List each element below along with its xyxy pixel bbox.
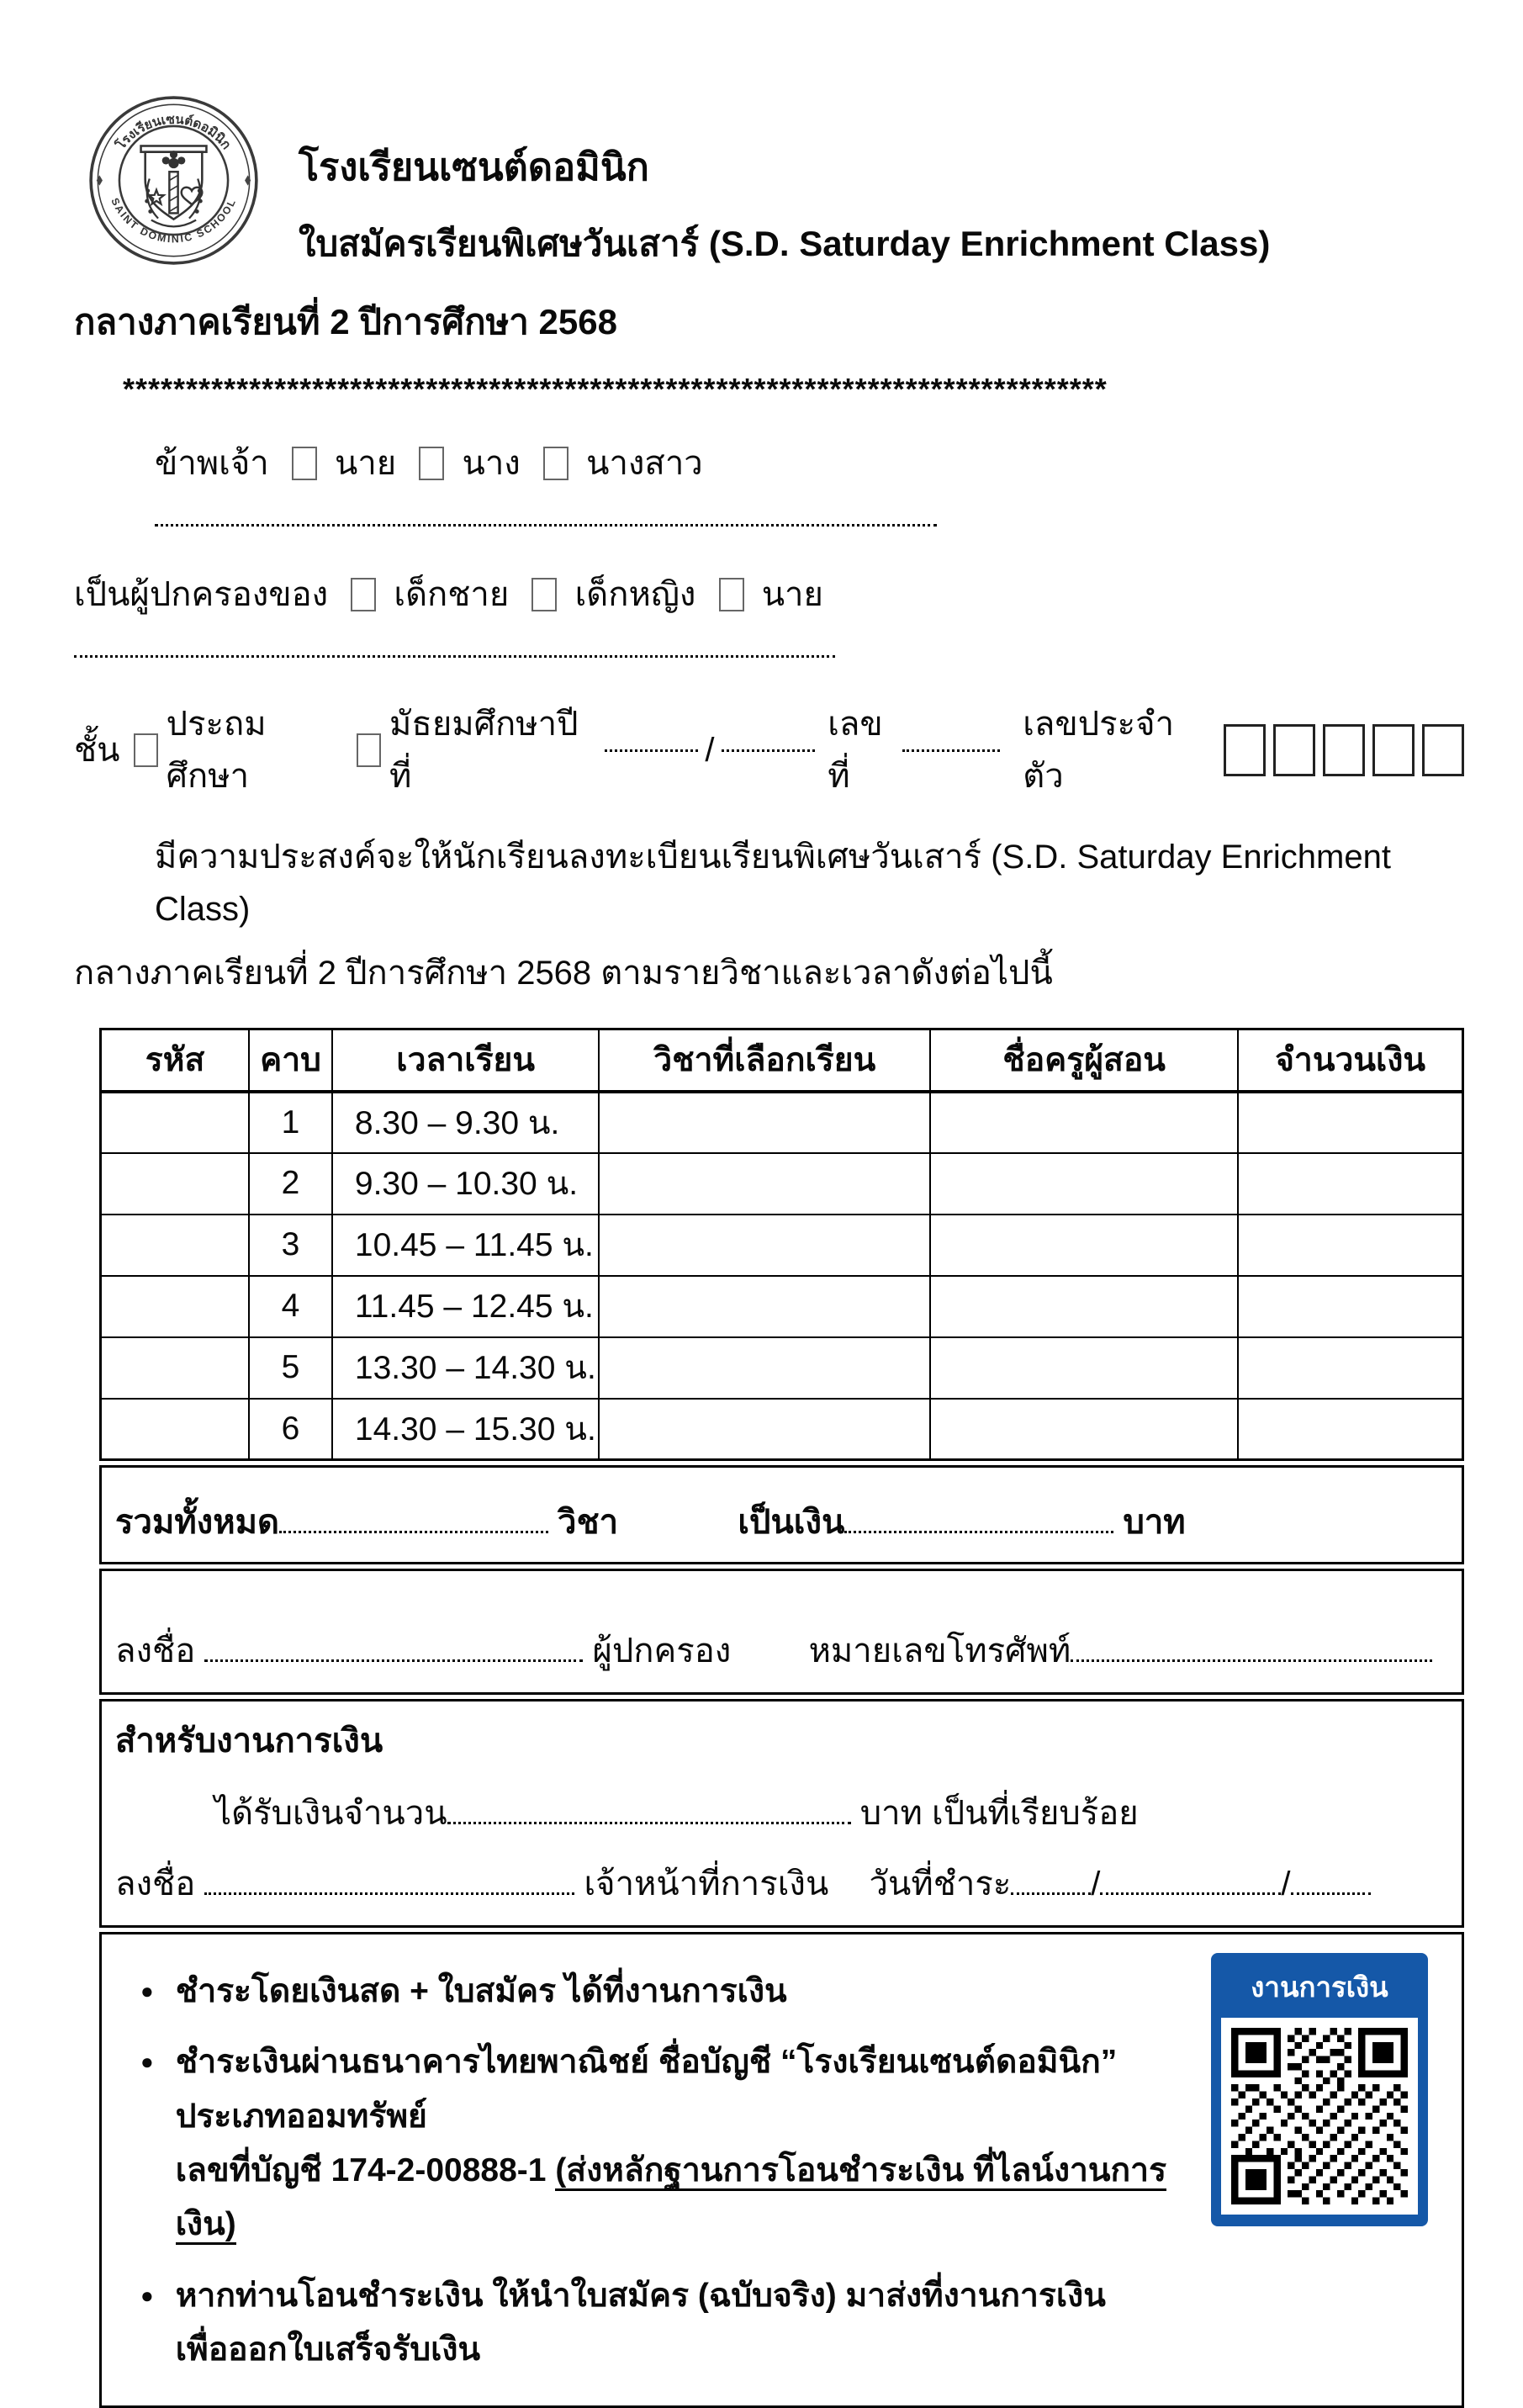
- id-digit-box: [1372, 724, 1415, 776]
- cell-amount: [1238, 1399, 1462, 1460]
- school-seal-icon: [87, 94, 260, 267]
- cell-subject: [599, 1399, 930, 1460]
- cell-code: [101, 1215, 250, 1276]
- cell-code: [101, 1092, 250, 1153]
- cell-code: [101, 1276, 250, 1337]
- bullet-icon: ●: [140, 2049, 154, 2075]
- finance-received-line: [214, 1786, 1462, 1839]
- cell-amount: [1238, 1337, 1462, 1399]
- guardian-prefix: เป็นผู้ปกครองของ: [74, 576, 329, 613]
- col-header-code: รหัส: [101, 1029, 250, 1092]
- date-day-fill-line: [1011, 1892, 1091, 1895]
- table-header-row: [101, 1029, 1463, 1092]
- svg-text:SAINT DOMINIC SCHOOL: SAINT DOMINIC SCHOOL: [108, 196, 239, 246]
- schedule-table: [99, 1028, 1464, 1461]
- school-logo: [87, 94, 260, 271]
- finance-signature-line: [115, 1856, 1462, 1910]
- cell-time: 14.30 – 15.30 น.: [332, 1399, 600, 1460]
- checkbox-girl: [531, 578, 557, 611]
- payment-date-label: วันที่ชำระ: [869, 1866, 1012, 1903]
- id-digit-box: [1224, 724, 1266, 776]
- table-row: [101, 1337, 1463, 1399]
- parent-signature-line: [115, 1623, 1432, 1677]
- cell-time: 9.30 – 10.30 น.: [332, 1153, 600, 1215]
- cell-period: 3: [249, 1215, 332, 1276]
- summary-line: [115, 1495, 1186, 1548]
- grade-year-fill-line: [605, 749, 698, 752]
- cell-code: [101, 1153, 250, 1215]
- cell-time: 11.45 – 12.45 น.: [332, 1276, 600, 1337]
- date-month-fill-line: [1100, 1892, 1281, 1895]
- cell-code: [101, 1337, 250, 1399]
- applicant-line: [155, 437, 1464, 542]
- transfer-proof-note: (ส่งหลักฐานการโอนชำระเงิน ที่ไลน์งานการเงิน): [176, 2152, 1166, 2245]
- form-title: ใบสมัครเรียนพิเศษวันเสาร์ (S.D. Saturday Enrichment Class): [299, 223, 1271, 263]
- grade-line: [74, 698, 1464, 802]
- cell-code: [101, 1399, 250, 1460]
- cell-teacher: [930, 1215, 1238, 1276]
- officer-role: เจ้าหน้าที่การเงิน: [584, 1866, 829, 1903]
- grade-prefix: ชั้น: [74, 732, 120, 769]
- bank-line-1: ชำระเงินผ่านธนาคารไทยพาณิชย์ ชื่อบัญชี “โรงเรียนเซนต์ดอมินิก” ประเภทออมทรัพย์: [175, 2044, 1118, 2135]
- id-digit-box: [1422, 724, 1464, 776]
- total-label: รวมทั้งหมด: [115, 1504, 279, 1541]
- cell-teacher: [930, 1399, 1238, 1460]
- purpose-line-2: กลางภาคเรียนที่ 2 ปีการศึกษา 2568 ตามรายวิชาและเวลาดังต่อไปนี้: [74, 955, 1053, 992]
- cell-period: 6: [249, 1399, 332, 1460]
- checkbox-master: [719, 578, 744, 611]
- amount-unit: บาท: [1123, 1504, 1186, 1541]
- date-year-fill-line: [1291, 1892, 1371, 1895]
- option-boy: เด็กชาย: [394, 576, 510, 613]
- note-text: ชำระโดยเงินสด + ใบสมัคร ได้ที่งานการเงิน: [175, 1973, 787, 2009]
- roll-number-label: เลขที่: [828, 706, 883, 795]
- cell-amount: [1238, 1092, 1462, 1153]
- received-amount-fill-line: [447, 1822, 851, 1824]
- term-line: กลางภาคเรียนที่ 2 ปีการศึกษา 2568: [74, 302, 617, 341]
- option-miss: นางสาว: [586, 445, 703, 482]
- table-row: [101, 1092, 1463, 1153]
- finance-section-title: สำหรับงานการเงิน: [115, 1723, 383, 1760]
- option-mrs: นาง: [462, 445, 521, 482]
- cell-time: 13.30 – 14.30 น.: [332, 1337, 600, 1399]
- checkbox-secondary: [357, 733, 381, 767]
- cell-amount: [1238, 1215, 1462, 1276]
- cell-subject: [599, 1276, 930, 1337]
- student-id-boxes: [1224, 724, 1464, 776]
- option-master: นาย: [761, 576, 823, 613]
- table-row: [101, 1399, 1463, 1460]
- phone-fill-line: [1071, 1659, 1432, 1662]
- cell-time: 8.30 – 9.30 น.: [332, 1092, 600, 1153]
- cell-teacher: [930, 1153, 1238, 1215]
- roll-number-fill-line: [902, 749, 1000, 752]
- qr-code: [1221, 2018, 1418, 2215]
- separator-line: ******************************************************************************: [123, 372, 1108, 406]
- cell-subject: [599, 1092, 930, 1153]
- cell-teacher: [930, 1276, 1238, 1337]
- date-slash: /: [1281, 1866, 1291, 1903]
- cell-subject: [599, 1215, 930, 1276]
- phone-label: หมายเลขโทรศัพท์: [808, 1633, 1071, 1670]
- student-name-fill-line: [74, 655, 835, 658]
- col-header-amount: จำนวนเงิน: [1238, 1029, 1462, 1092]
- applicant-prefix: ข้าพเจ้า: [155, 445, 269, 482]
- cell-subject: [599, 1337, 930, 1399]
- received-label: ได้รับเงินจำนวน: [214, 1795, 447, 1832]
- option-mr: นาย: [335, 445, 397, 482]
- cell-amount: [1238, 1276, 1462, 1337]
- col-header-teacher: ชื่อครูผู้สอน: [930, 1029, 1238, 1092]
- amount-fill-line: [844, 1531, 1113, 1533]
- cell-amount: [1238, 1153, 1462, 1215]
- note-item-bank-transfer: [140, 2035, 1192, 2252]
- grade-room-fill-line: [722, 749, 815, 752]
- amount-label: เป็นเงิน: [738, 1504, 845, 1541]
- cell-teacher: [930, 1337, 1238, 1399]
- bullet-icon: ●: [140, 2282, 154, 2308]
- parent-signature-fill-line: [204, 1659, 583, 1662]
- table-row: [101, 1153, 1463, 1215]
- payment-notes-section: [99, 1932, 1464, 2408]
- sign-label: ลงชื่อ: [115, 1633, 196, 1670]
- applicant-name-fill-line: [155, 524, 937, 527]
- parent-signature-section: [99, 1569, 1464, 1695]
- purpose-line-1: มีความประสงค์จะให้นักเรียนลงทะเบียนเรียนพิเศษวันเสาร์ (S.D. Saturday Enrichment Class): [155, 839, 1391, 928]
- table-row: [101, 1215, 1463, 1276]
- option-primary: ประถมศึกษา: [166, 706, 267, 795]
- cell-period: 5: [249, 1337, 332, 1399]
- cell-time: 10.45 – 11.45 น.: [332, 1215, 600, 1276]
- finance-section: [99, 1699, 1464, 1928]
- option-girl: เด็กหญิง: [574, 576, 696, 613]
- received-suffix: บาท เป็นที่เรียบร้อย: [859, 1795, 1139, 1832]
- svg-text:โรงเรียนเซนต์ดอมินิก: โรงเรียนเซนต์ดอมินิก: [114, 112, 234, 153]
- grade-slash: /: [705, 732, 715, 769]
- boxed-area: [99, 1028, 1464, 2408]
- parent-role: ผู้ปกครอง: [592, 1633, 732, 1670]
- finance-sign-label: ลงชื่อ: [115, 1866, 196, 1903]
- qr-code-icon: [1231, 2028, 1408, 2204]
- receipt-line-2: เพื่อออกใบเสร็จรับเงิน: [175, 2331, 481, 2368]
- cell-period: 4: [249, 1276, 332, 1337]
- checkbox-mr: [292, 447, 317, 480]
- checkbox-primary: [134, 733, 158, 767]
- id-digit-box: [1323, 724, 1365, 776]
- officer-signature-fill-line: [204, 1892, 574, 1895]
- checkbox-boy: [351, 578, 376, 611]
- bullet-icon: ●: [140, 1978, 154, 2003]
- id-digit-box: [1273, 724, 1315, 776]
- checkbox-miss: [543, 447, 568, 480]
- cell-period: 2: [249, 1153, 332, 1215]
- student-id-label: เลขประจำตัว: [1023, 706, 1175, 795]
- col-header-subject: วิชาที่เลือกเรียน: [599, 1029, 930, 1092]
- cell-teacher: [930, 1092, 1238, 1153]
- option-secondary: มัธยมศึกษาปีที่: [389, 706, 579, 795]
- header-titles: [299, 94, 1270, 271]
- cell-period: 1: [249, 1092, 332, 1153]
- note-item-receipt: [140, 2269, 1192, 2378]
- subject-unit: วิชา: [558, 1504, 619, 1541]
- account-number: เลขที่บัญชี 174-2-00888-1: [175, 2152, 556, 2189]
- col-header-period: คาบ: [249, 1029, 332, 1092]
- col-header-time: เวลาเรียน: [332, 1029, 600, 1092]
- receipt-line-1: หากท่านโอนชำระเงิน ให้นำใบสมัคร (ฉบับจริง) มาส่งที่งานการเงิน: [175, 2277, 1106, 2314]
- total-count-fill-line: [279, 1531, 548, 1533]
- finance-qr-card: [1211, 1953, 1428, 2226]
- note-text: [176, 2269, 1106, 2378]
- checkbox-mrs: [419, 447, 444, 480]
- note-text: [176, 2035, 1192, 2252]
- school-name: โรงเรียนเซนต์ดอมินิก: [299, 146, 649, 188]
- table-row: [101, 1276, 1463, 1337]
- date-slash: /: [1091, 1866, 1101, 1903]
- note-item-cash: [140, 1965, 1192, 2019]
- qr-card-label: งานการเงิน: [1251, 1971, 1388, 2003]
- guardian-line: [74, 569, 1464, 673]
- cell-subject: [599, 1153, 930, 1215]
- summary-section: [99, 1465, 1464, 1564]
- form-header: [87, 94, 1464, 271]
